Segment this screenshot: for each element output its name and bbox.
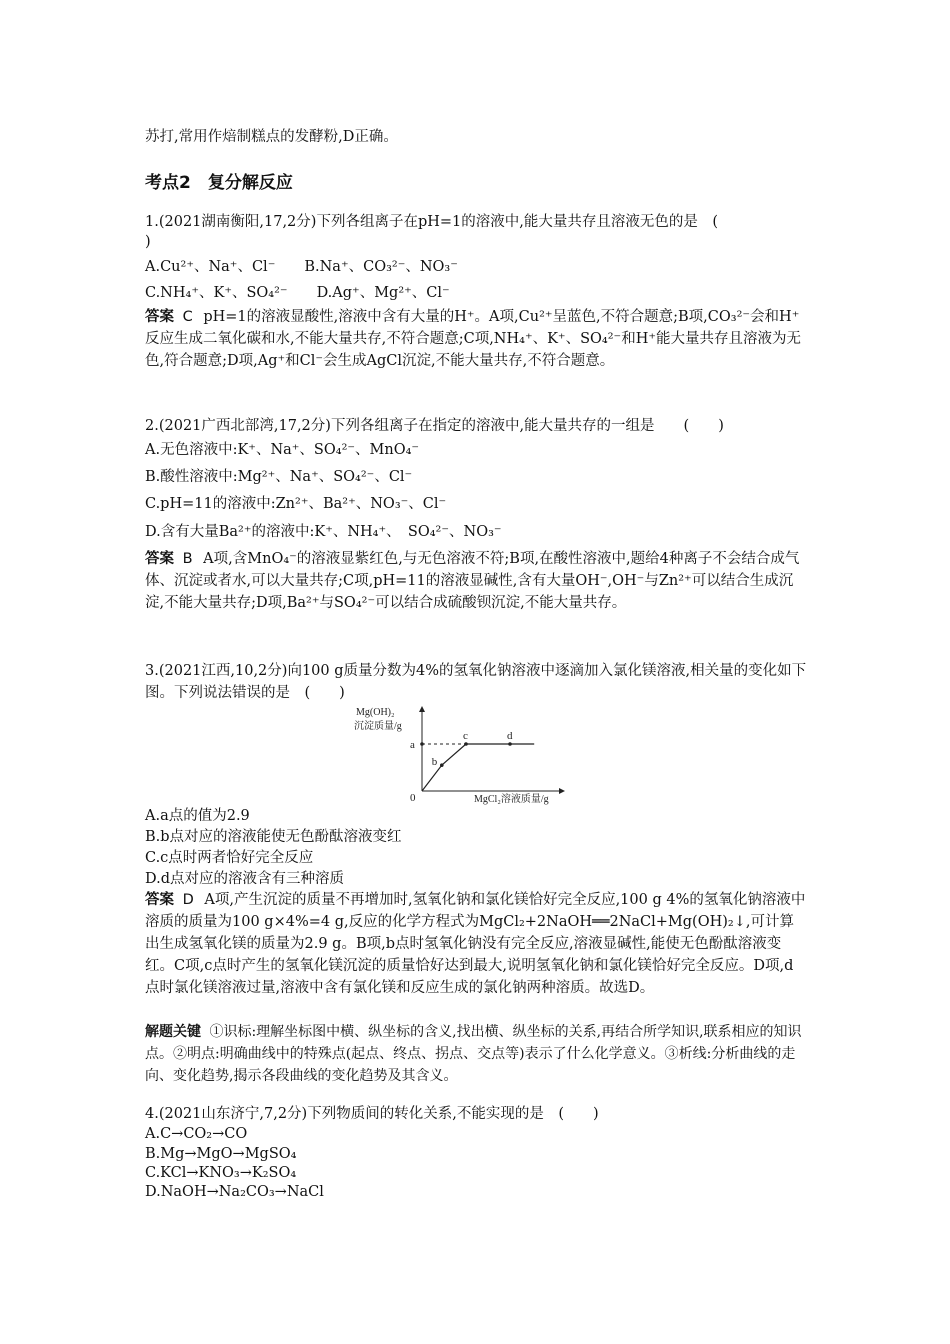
y-tick-label-a: a bbox=[410, 739, 415, 751]
answer-explanation: pH=1的溶液显酸性,溶液中含有大量的H⁺。A项,Cu²⁺呈蓝色,不符合题意;B项,CO₃²⁻会和H⁺反应生成二氧化碳和水,不能大量共存,不符合题意;C项,NH₄⁺、K⁺、SO₄²⁻和H⁺能大量共存且溶液为无色,符合题意;D项,Ag⁺和Cl⁻会生成AgCl沉淀,不能大量共存,不符合题意。 bbox=[145, 309, 801, 369]
q2-option-c: C.pH=11的溶液中:Zn²⁺、Ba²⁺、NO₃⁻、Cl⁻ bbox=[145, 496, 447, 512]
q2-option-b: B.酸性溶液中:Mg²⁺、Na⁺、SO₄²⁻、Cl⁻ bbox=[145, 469, 413, 485]
q2-stem: 2.(2021广西北部湾,17,2分)下列各组离子在指定的溶液中,能大量共存的一组是 ( ) bbox=[145, 418, 724, 434]
answer-label: 答案 bbox=[145, 309, 174, 325]
origin-label: 0 bbox=[410, 792, 416, 804]
answer-letter: C bbox=[182, 309, 193, 325]
answer-label: 答案 bbox=[145, 551, 174, 567]
precipitate-curve bbox=[422, 744, 534, 791]
point-d-label: d bbox=[507, 730, 513, 742]
q3-answer bbox=[145, 889, 807, 999]
answer-explanation: A项,产生沉淀的质量不再增加时,氢氧化钠和氯化镁恰好完全反应,100 g 4%的氢氧化钠溶液中溶质的质量为100 g×4%=4 g,反应的化学方程式为MgCl₂+2NaOH══2NaCl+Mg(OH)₂↓,可计算出生成氢氧化镁的质量为2.9 g。B项,b点时氢氧化钠没有完全反应,溶液显碱性,能使无色酚酞溶液变红。C项,c点时产生的氢氧化镁沉淀的质量恰好达到最大,说明氢氧化钠和氯化镁恰好完全反应。D项,d点时氯化镁溶液过量,溶液中含有氯化镁和反应生成的氯化钠两种溶质。故选D。 bbox=[145, 892, 806, 996]
precipitate-chart bbox=[352, 703, 572, 805]
key-tip-text: ①识标:理解坐标图中横、纵坐标的含义,找出横、纵坐标的关系,再结合所学知识,联系相应的知识点。②明点:明确曲线中的特殊点(起点、终点、拐点、交点等)表示了什么化学意义。③析线:分析曲线的走向、变化趋势,揭示各段曲线的变化趋势及其含义。 bbox=[145, 1024, 802, 1084]
q3-option-a: A.a点的值为2.9 bbox=[145, 808, 250, 824]
x-axis-label: MgCl₂溶液质量/g bbox=[474, 794, 549, 805]
answer-explanation: A项,含MnO₄⁻的溶液显紫红色,与无色溶液不符;B项,在酸性溶液中,题给4种离子不会结合成气体、沉淀或者水,可以大量共存;C项,pH=11的溶液显碱性,含有大量OH⁻,OH⁻与Zn²⁺可以结合生成沉淀,不能大量共存;D项,Ba²⁺与SO₄²⁻可以结合成硫酸钡沉淀,不能大量共存。 bbox=[145, 551, 800, 611]
point-b-marker bbox=[440, 763, 444, 767]
q4-option-c: C.KCl→KNO₃→K₂SO₄ bbox=[145, 1165, 297, 1181]
q4-option-d: D.NaOH→Na₂CO₃→NaCl bbox=[145, 1184, 324, 1200]
y-axis-label-2: 沉淀质量/g bbox=[354, 721, 402, 732]
q1-options-ab: A.Cu²⁺、Na⁺、Cl⁻ B.Na⁺、CO₃²⁻、NO₃⁻ bbox=[145, 259, 458, 275]
q2-answer bbox=[145, 548, 807, 614]
continuation-line: 苏打,常用作焙制糕点的发酵粉,D正确。 bbox=[145, 129, 398, 145]
point-c-marker bbox=[464, 742, 468, 746]
q3-option-d: D.d点对应的溶液含有三种溶质 bbox=[145, 871, 344, 887]
answer-letter: D bbox=[182, 892, 194, 908]
answer-letter: B bbox=[182, 551, 193, 567]
answer-label: 答案 bbox=[145, 892, 174, 908]
q1-stem-end: ) bbox=[145, 234, 151, 250]
q3-stem: 3.(2021江西,10,2分)向100 g质量分数为4%的氢氧化钠溶液中逐滴加入氯化镁溶液,相关量的变化如下图。下列说法错误的是 ( ) bbox=[145, 663, 807, 701]
q3-option-c: C.c点时两者恰好完全反应 bbox=[145, 850, 314, 866]
q4-option-a: A.C→CO₂→CO bbox=[145, 1126, 248, 1142]
q1-stem: 1.(2021湖南衡阳,17,2分)下列各组离子在pH=1的溶液中,能大量共存且溶液无色的是 ( bbox=[145, 214, 719, 230]
q1-answer bbox=[145, 306, 807, 372]
q3-option-b: B.b点对应的溶液能使无色酚酞溶液变红 bbox=[145, 829, 402, 845]
point-b-label: b bbox=[431, 756, 438, 769]
q4-stem: 4.(2021山东济宁,7,2分)下列物质间的转化关系,不能实现的是 ( ) bbox=[145, 1106, 599, 1122]
section-heading: 考点2 复分解反应 bbox=[145, 173, 293, 193]
key-tip-label: 解题关键 bbox=[145, 1024, 201, 1040]
point-a-marker bbox=[420, 742, 424, 746]
y-axis-label-1: Mg(OH)₂ bbox=[356, 707, 395, 718]
q4-option-b: B.Mg→MgO→MgSO₄ bbox=[145, 1146, 297, 1162]
point-c-label: c bbox=[463, 730, 468, 742]
q2-option-d: D.含有大量Ba²⁺的溶液中:K⁺、NH₄⁺、 SO₄²⁻、NO₃⁻ bbox=[145, 524, 502, 540]
q1-options-cd: C.NH₄⁺、K⁺、SO₄²⁻ D.Ag⁺、Mg²⁺、Cl⁻ bbox=[145, 285, 450, 301]
q2-option-a: A.无色溶液中:K⁺、Na⁺、SO₄²⁻、MnO₄⁻ bbox=[145, 442, 420, 458]
q3-key-tip bbox=[145, 1021, 807, 1087]
point-d-marker bbox=[508, 742, 512, 746]
